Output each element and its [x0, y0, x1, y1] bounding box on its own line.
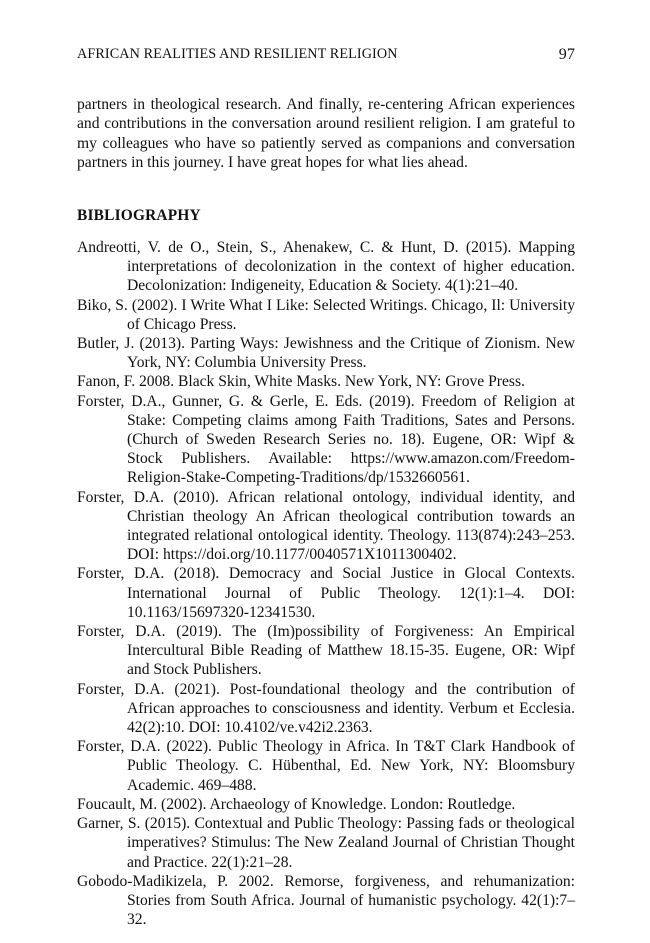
bibliography-entry: Forster, D.A. (2010). African relational ontology, individual identity, and Christian theology An African theological contribution towards an integrated relational ontological identity. Theology. 113(874):243–253. DOI: https://doi.org/10.1177/0040571X1011300402. — [77, 488, 575, 564]
bibliography-entry: Forster, D.A. (2019). The (Im)possibility of Forgiveness: An Empirical Intercultural Bible Reading of Matthew 18.15-35. Eugene, OR: Wipf and Stock Publishers. — [77, 623, 575, 679]
bibliography-entry: Gobodo-Madikizela, P. 2002. Remorse, forgiveness, and rehumanization: Stories from South Africa. Journal of humanistic psychology. 42(1):7–32. — [77, 872, 575, 929]
page-number: 97 — [558, 46, 575, 63]
bibliography-entry: Butler, J. (2013). Parting Ways: Jewishness and the Critique of Zionism. New York, NY: Columbia University Press. — [77, 335, 575, 372]
bibliography-entry: Fanon, F. 2008. Black Skin, White Masks. New York, NY: Grove Press. — [77, 373, 525, 391]
bibliography-entry: Forster, D.A. (2022). Public Theology in Africa. In T&T Clark Handbook of Public Theology. C. Hübenthal, Ed. New York, NY: Bloomsbury Academic. 469–488. — [77, 738, 575, 794]
running-title: AFRICAN REALITIES AND RESILIENT RELIGION — [77, 46, 398, 62]
bibliography-entry: Forster, D.A., Gunner, G. & Gerle, E. Eds. (2019). Freedom of Religion at Stake: Competing claims among Faith Traditions, Sates and Persons. (Church of Sweden Research Series no. 18). Eugene, OR: Wipf & Stock Publishers. Available: https://www.amazon.com/Freedom-Religion-Stake-Competing-Traditions/dp/1532660561. — [77, 392, 575, 487]
bibliography-entry: Forster, D.A. (2021). Post-foundational theology and the contribution of African approaches to consciousness and identity. Verbum et Ecclesia. 42(2):10. DOI: 10.4102/ve.v42i2.2363. — [77, 680, 575, 737]
bibliography-entry: Foucault, M. (2002). Archaeology of Knowledge. London: Routledge. — [77, 795, 516, 813]
bibliography-entry: Garner, S. (2015). Contextual and Public Theology: Passing fads or theological imperatives? Stimulus: The New Zealand Journal of Christian Thought and Practice. 22(1):21–28. — [77, 815, 575, 871]
bibliography-entry: Forster, D.A. (2018). Democracy and Social Justice in Glocal Contexts. International Journal of Public Theology. 12(1):1–4. DOI: 10.1163/15697320-12341530. — [77, 565, 575, 621]
intro-paragraph: partners in theological research. And finally, re-centering African experiences and contributions in the conversation around resilient religion. I am grateful to my colleagues who have so patiently served as companions and conversation partners in this journey. I have great hopes for what lies ahead. — [77, 95, 575, 172]
bibliography-heading: BIBLIOGRAPHY — [77, 207, 201, 224]
bibliography-list — [77, 238, 575, 929]
running-head — [77, 46, 575, 63]
bibliography-entry: Andreotti, V. de O., Stein, S., Ahenakew, C. & Hunt, D. (2015). Mapping interpretations of decolonization in the context of higher education. Decolonization: Indigeneity, Education & Society. 4(1):21–40. — [77, 239, 575, 295]
bibliography-entry: Biko, S. (2002). I Write What I Like: Selected Writings. Chicago, Il: University of Chicago Press. — [77, 296, 575, 333]
